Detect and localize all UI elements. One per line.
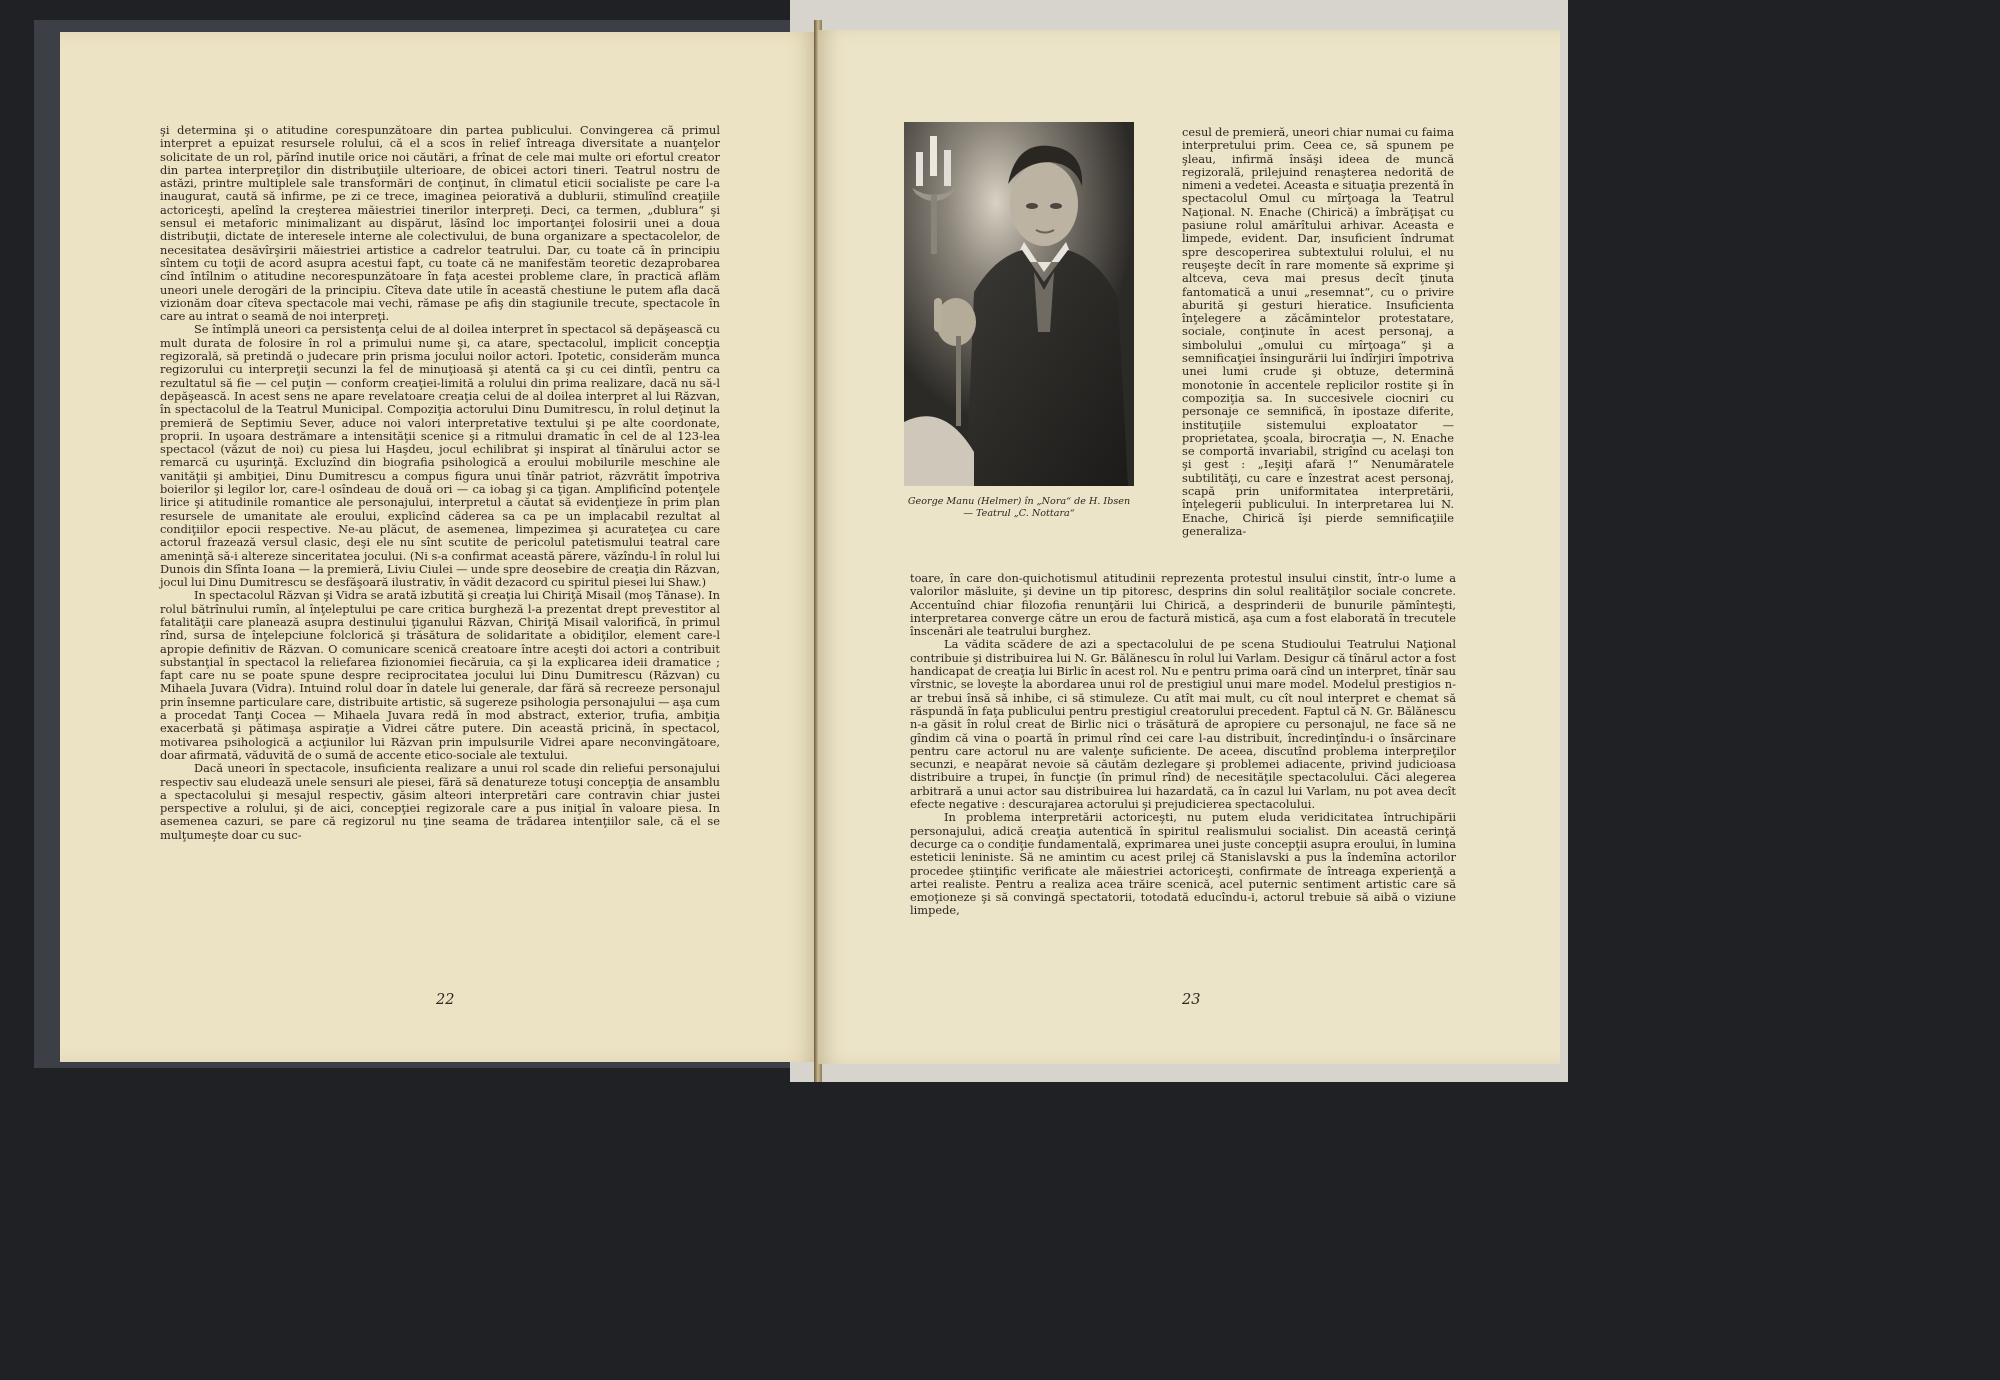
photo-caption: George Manu (Helmer) în „Nora“ de H. Ibsen — Teatrul „C. Nottara“ (907, 496, 1131, 519)
paragraph: Dacă uneori în spectacole, insuficienta realizare a unui rol scade din reliefui personajului respectiv sau eludează unele sensuri ale piesei, fără să denatureze totuşi concepţia de ansamblu a spectacolului şi mesajul respectiv, găsim alteori interpretări care contravin chiar justei perspective a rolului, şi de aici, concepţiei regizorale care a pus iniţial în valoare piesa. In asemenea cazuri, se pare că regizorul nu ţine seama de trădarea intenţiilor sale, că el se mulţumeşte doar cu suc- (160, 761, 720, 842)
left-page (60, 32, 818, 1062)
left-page-number: 22 (436, 992, 455, 1008)
paragraph: In spectacolul Răzvan şi Vidra se arată izbutită şi creaţia lui Chiriţă Misail (moş Tănase). In rolul bătrînului rumîn, al înţeleptului pe care critica burgheză l-a prezentat drept prevestitor al fatalităţii care planează asupra destinului ţiganului Răzvan, Chiriţă Misail valorifică, în primul rînd, sursa de înţelepciune folclorică şi trăsătura de solidaritate a obidiţilor, element care-l apropie definitiv de Răzvan. O comunicare scenică creatoare între aceşti doi actori a contribuit substanţial în spectacol la reliefarea fizionomiei fiecăruia, ca şi la explicarea ideii dramatice ; fapt care nu se poate spune despre reciprocitatea jocului lui Dinu Dumitrescu (Răzvan) cu Mihaela Juvara (Vidra). Intuind rolul doar în datele lui generale, dar fără să recreeze personajul prin însemne particulare care, distribuite artistic, să sugereze psihologia personajului — aşa cum a procedat Tanţi Cocea — Mihaela Juvara redă în mod abstract, exterior, trufia, ambiţia exacerbată şi pătimaşa aspiraţie a Vidrei către putere. Din această pricină, în spectacol, motivarea psihologică a acţiunilor lui Răzvan prin impulsurile Vidrei apare neconvingătoare, doar afirmată, văduvită de o sumă de accente etico-sociale ale textului. (160, 588, 720, 762)
actor-photograph (904, 122, 1134, 486)
photo-image (904, 122, 1134, 486)
right-page-text (910, 572, 1456, 918)
paragraph: La vădita scădere de azi a spectacolului de pe scena Studioului Teatrului Naţional contribuie şi distribuirea lui N. Gr. Bălănescu în rolul lui Varlam. Desigur că tînărul actor a fost handicapat de creaţia lui Birlic în acest rol. Nu e pentru prima oară cînd un interpret, tînăr sau vîrstnic, se loveşte la abordarea unui rol de prestigiul unui mare model. Modelul prestigios n-ar trebui însă să inhibe, ci să stimuleze. Cu atît mai mult, cu cît noul interpret e chemat să răspundă în faţa publicului pentru prestigiul creatorului precedent. Faptul că N. Gr. Bălănescu n-a găsit în rolul creat de Birlic nici o trăsătură de apropiere cu personajul, ne face să ne gîndim că vina o poartă în primul rînd cei care l-au distribuit, încredinţîndu-i o însărcinare pentru care actorul nu are valenţe suficiente. De aceea, discutînd problema interpreţilor secunzi, e neapărat nevoie să căutăm dezlegare şi problemei adiacente, privind judicioasa distribuire a trupei, în funcţie (în primul rînd) de necesităţile spectacolului. Căci alegerea arbitrară a unui actor sau distribuirea lui hazardată, ca în cazul lui Varlam, nu pot avea decît efecte negative : descurajarea actorului şi prejudicierea spectacolului. (910, 637, 1456, 812)
right-side-column: cesul de premieră, uneori chiar numai cu faima interpretului prim. Ceea ce, să spunem pe şleau, infirmă însăşi ideea de muncă regizorală, prilejuind renaşterea nedorită de nimeni a vedetei. Aceasta e situaţia prezentă în spectacolul Omul cu mîrţoaga la Teatrul Naţional. N. Enache (Chirică) a îmbrăţişat cu pasiune rolul amărîtului arhivar. Aceasta e limpede, evident. Dar, insuficient îndrumat spre descoperirea subtextului rolului, el nu reuşeşte decît în rare momente să exprime şi altceva, ceva mai presus decît ţinuta fantomatică a unui „resemnat“, cu o privire aburită şi gesturi hieratice. Insuficienta înţelegere a zăcămintelor protestatare, sociale, conţinute în acest personaj, a simbolului „omului cu mîrţoaga“ şi a semnificaţiei însingurării lui îndîrjiri împotriva unei lumi crude şi obtuze, determină monotonie în accentele replicilor rostite şi în compoziţia sa. In succesivele ciocniri cu personaje ce semnifică, în ipostaze diferite, instituţiile sistemului exploatator — proprietatea, şcoala, birocraţia —, N. Enache se comportă invariabil, strigînd cu acelaşi ton şi gest : „Ieşiţi afară !“ Nenumăratele subtilităţi, cu care e înzestrat acest personaj, scapă prin uniformitatea interpretării, înţelegerii publicului. In interpretarea lui N. Enache, Chirică îşi pierde semnificaţiile generaliza- (1182, 125, 1454, 538)
paragraph: toare, în care don-quichotismul atitudinii reprezenta protestul insului cinstit, într-o lume a valorilor măsluite, şi devine un tip pitoresc, desprins din solul realităţilor sociale concrete. Accentuînd chiar filozofia renunţării lui Chirică, a desprinderii de bunurile pămînteşti, interpretarea converge către un erou de factură mistică, aşa cum a fost elaborată în trecutele înscenări ale teatrului burghez. (910, 571, 1456, 639)
paragraph: şi determina şi o atitudine corespunzătoare din partea publicului. Convingerea că primul interpret a epuizat resursele rolului, că el a scos în relief întreaga diversitate a nuanţelor solicitate de un rol, părînd inutile orice noi căutări, a frînat de cele mai multe ori efortul creator din partea interpreţilor din distribuţiile ulterioare, de obicei actori tineri. Teatrul nostru de astăzi, printre multiplele sale transformări de conţinut, în climatul eticii socialiste pe care l-a inaugurat, caută să infirme, pe zi ce trece, imaginea peiorativă a dublurii, stimulînd creaţiile actoriceşti, apelînd la creşterea măiestriei tinerilor interpreţi. Deci, ca termen, „dublura“ şi sensul ei metaforic minimalizant au dispărut, lăsînd loc importanţei folosirii unei a doua distribuţii, dictate de interesele interne ale colectivului, de buna organizare a spectacolelor, de necesitatea desăvîrşirii măiestriei artistice a cadrelor teatrului. Dar, cu toate că în principiu sîntem cu toţii de acord asupra acestui fapt, cu toate că ne manifestăm teoretic dezaprobarea cînd întîlnim o atitudine necorespunzătoare în faţa acestei probleme clare, în practică aflăm uneori unele derogări de la principiu. Cîteva date utile în această chestiune le putem afla dacă vizionăm doar cîteva spectacole mai vechi, rămase pe afiş din stagiunile trecute, spectacole în care au intrat o seamă de noi interpreţi. (160, 123, 720, 324)
right-page (818, 30, 1560, 1064)
paragraph: In problema interpretării actoriceşti, nu putem eluda veridicitatea întruchipării personajului, adică creaţia autentică în spiritul realismului socialist. Din această cerinţă decurge ca o condiţie fundamentală, exprimarea unei juste concepţii asupra eroului, în lumina esteticii leniniste. Să ne amintim cu acest prilej că Stanislavski a pus la îndemîna actorilor procedee ştiinţific verificate ale măiestriei actoriceşti, confirmate de întreaga experienţă a artei realiste. Pentru a realiza acea trăire scenică, acel puternic sentiment artistic care să emoţioneze şi să convingă spectatorii, totodată educîndu-i, actorul trebuie să aibă o viziune limpede, (910, 810, 1456, 918)
left-page-text (160, 124, 720, 842)
right-page-number: 23 (1182, 992, 1201, 1008)
paragraph: Se întîmplă uneori ca persistenţa celui de al doilea interpret în spectacol să depăşească cu mult durata de folosire în rol a primului nume şi, ca atare, spectacolul, implicit concepţia regizorală, să pretindă o judecare prin prisma jocului noilor actori. Ipotetic, considerăm munca regizorului cu interpreţii secunzi la fel de minuţioasă şi atentă ca şi cu cei dintîi, pentru ca rezultatul să fie — cel puţin — conform creaţiei-limită a rolului din prima realizare, dacă nu să-l depăşească. In acest sens ne apare revelatoare creaţia celui de al doilea interpret al lui Răzvan, în spectacolul de la Teatrul Municipal. Compoziţia actorului Dinu Dumitrescu, în rolul deţinut la premieră de Septimiu Sever, aduce noi valori interpretative textului şi pe alte coordonate, proprii. In uşoara destrămare a intensităţii scenice şi a ritmului dramatic în cel de al 123-lea spectacol (văzut de noi) cu piesa lui Haşdeu, jocul echilibrat şi inspirat al tînărului actor se remarcă cu uşurinţă. Excluzînd din biografia psihologică a eroului mobilurile meschine ale vanităţii şi ambiţiei, Dinu Dumitrescu a compus figura unui tînăr patriot, răzvrătit împotriva boierilor şi legilor lor, care-l osîndeau de două ori — ca iobag şi ca ţigan. Amplificînd potenţele lirice şi atitudinile romantice ale personajului, interpretul a căutat să evidenţieze în prim plan resursele de umanitate ale eroului, explicînd căderea sa ca pe un implacabil rezultat al condiţiilor epocii respective. Ne-au plăcut, de asemenea, limpezimea şi acurateţea cu care actorul frazează versul clasic, deşi ele nu sînt scutite de pericolul patetismului teatral care ameninţă să-i altereze sinceritatea jocului. (Ni s-a confirmat această părere, văzîndu-l în rolul lui Dunois din Sfînta Ioana — la premieră, Liviu Ciulei — unde spre deosebire de creaţia din Răzvan, jocul lui Dinu Dumitrescu se desfăşoară ilustrativ, în vădit dezacord cu spiritul piesei lui Shaw.) (160, 322, 720, 590)
